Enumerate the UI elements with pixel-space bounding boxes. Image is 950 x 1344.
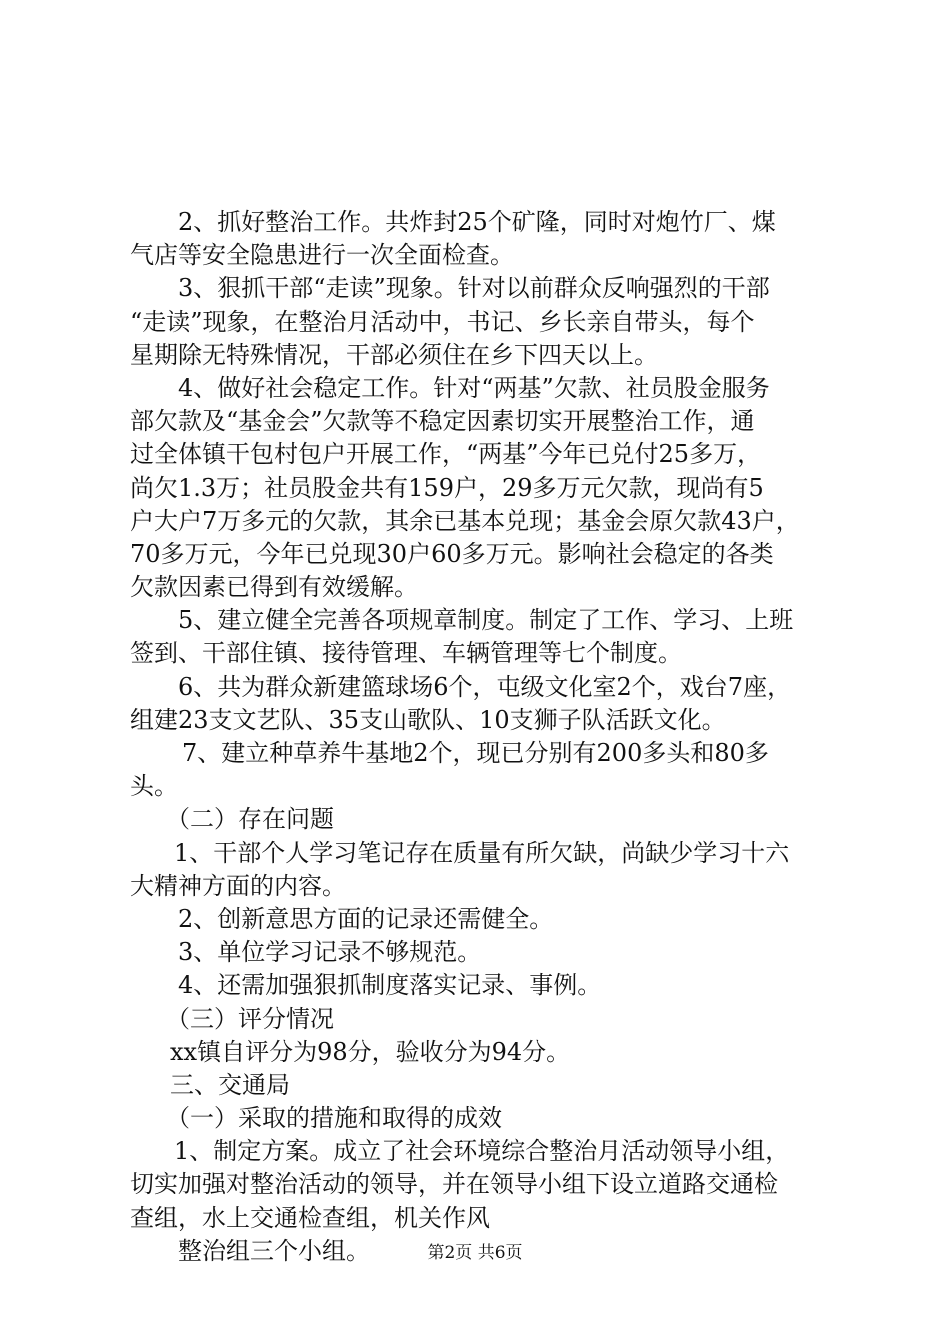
paragraph-line: 1、干部个人学习笔记存在质量有所欠缺，尚缺少学习十六	[174, 838, 790, 867]
paragraph-line: 3、狠抓干部“走读”现象。针对以前群众反响强烈的干部	[178, 274, 770, 303]
paragraph-line: 切实加强对整治活动的领导，并在领导小组下设立道路交通检	[130, 1170, 778, 1199]
paragraph-line: 6、共为群众新建篮球场6个，屯级文化室2个，戏台7座，	[178, 672, 792, 701]
paragraph-line: 大精神方面的内容。	[130, 871, 346, 900]
paragraph-line: 气店等安全隐患进行一次全面检查。	[130, 241, 514, 270]
paragraph-line: 7、建立种草养牛基地2个，现已分别有200多头和80多	[182, 739, 769, 767]
paragraph-line: 过全体镇干包村包户开展工作，“两基”今年已兑付25多万，	[130, 440, 762, 469]
paragraph-line: 星期除无特殊情况，干部必须住在乡下四天以上。	[130, 340, 658, 369]
section-heading: 三、交通局	[170, 1070, 290, 1099]
section-heading: （二）存在问题	[166, 805, 334, 834]
section-heading: （一）采取的措施和取得的成效	[166, 1104, 502, 1133]
paragraph-line: 组建23支文艺队、35支山歌队、10支狮子队活跃文化。	[130, 705, 726, 734]
paragraph-line: 整治组三个小组。	[178, 1236, 370, 1265]
paragraph-line: 3、单位学习记录不够规范。	[178, 938, 482, 967]
paragraph-line: 5、建立健全完善各项规章制度。制定了工作、学习、上班	[178, 606, 794, 635]
paragraph-line: 头。	[130, 772, 178, 801]
paragraph-line: 2、创新意思方面的记录还需健全。	[178, 904, 554, 933]
paragraph-line: 1、制定方案。成立了社会环境综合整治月活动领导小组，	[174, 1137, 790, 1166]
section-heading: （三）评分情况	[166, 1004, 334, 1033]
paragraph-line: “走读”现象，在整治月活动中，书记、乡长亲自带头，每个	[130, 307, 755, 336]
page-footer	[0, 1242, 950, 1264]
paragraph-line: xx镇自评分为98分，验收分为94分。	[170, 1037, 571, 1066]
paragraph-line: 尚欠1.3万；社员股金共有159户，29多万元欠款，现尚有5	[130, 473, 764, 502]
paragraph-line: 查组，水上交通检查组，机关作风	[130, 1203, 490, 1232]
page-number: 第2页 共6页	[427, 1243, 523, 1263]
paragraph-line: 4、做好社会稳定工作。针对“两基”欠款、社员股金服务	[178, 373, 770, 402]
paragraph-line: 70多万元，今年已兑现30户60多万元。影响社会稳定的各类	[130, 539, 774, 568]
paragraph-line: 欠款因素已得到有效缓解。	[130, 573, 418, 602]
paragraph-line: 户大户7万多元的欠款，其余已基本兑现；基金会原欠款43户，	[130, 506, 800, 535]
document-body	[130, 206, 830, 1268]
paragraph-line: 4、还需加强狠抓制度落实记录、事例。	[178, 971, 602, 1000]
paragraph-line: 签到、干部住镇、接待管理、车辆管理等七个制度。	[130, 639, 682, 668]
paragraph-line: 部欠款及“基金会”欠款等不稳定因素切实开展整治工作，通	[130, 407, 755, 436]
paragraph-line: 2、抓好整治工作。共炸封25个矿隆，同时对炮竹厂、煤	[178, 208, 776, 236]
